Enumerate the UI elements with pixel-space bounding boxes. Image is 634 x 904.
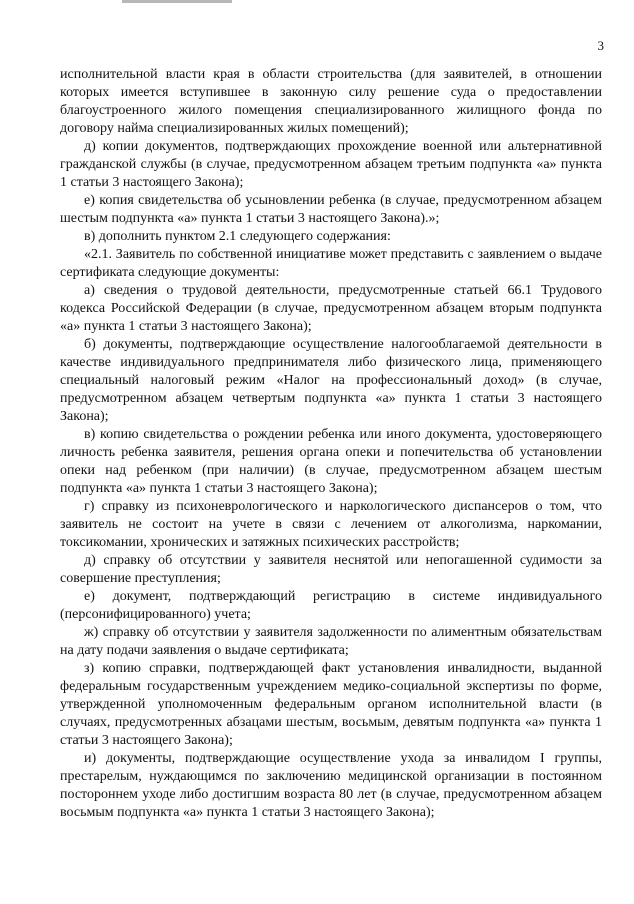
paragraph: «2.1. Заявитель по собственной инициативе может представить с заявлением о выдаче сертификата следующие документы: [60, 247, 602, 280]
paragraph: ж) справку об отсутствии у заявителя задолженности по алиментным обязательствам на дату подачи заявления о выдаче сертификата; [60, 625, 602, 658]
paragraph: д) копии документов, подтверждающих прохождение военной или альтернативной гражданской службы (в случае, предусмотренном абзацем третьим подпункта «а» пункта 1 статьи 3 настоящего Закона); [60, 139, 602, 190]
paragraph: е) документ, подтверждающий регистрацию в системе индивидуального (персонифицированного) учета; [60, 589, 602, 622]
scan-top-mark [122, 0, 232, 3]
paragraph: д) справку об отсутствии у заявителя неснятой или непогашенной судимости за совершение преступления; [60, 553, 602, 586]
page-number: 3 [597, 38, 604, 53]
paragraph: исполнительной власти края в области строительства (для заявителей, в отношении которых имеется вступившее в законную силу решение суда о предоставлении благоустроенного жилого помещения специализированного жилищного фонда по договору найма специализированных жилых помещений); [60, 67, 602, 136]
paragraph: б) документы, подтверждающие осуществление налогооблагаемой деятельности в качестве индивидуального предпринимателя либо физического лица, применяющего специальный налоговый режим «Налог на профессиональный доход» (в случае, предусмотренном абзацем четвертым подпункта «а» пункта 1 статьи 3 настоящего Закона); [60, 337, 602, 424]
paragraph: е) копия свидетельства об усыновлении ребенка (в случае, предусмотренном абзацем шестым подпункта «а» пункта 1 статьи 3 настоящего Закона).»; [60, 193, 602, 226]
paragraph: а) сведения о трудовой деятельности, предусмотренные статьей 66.1 Трудового кодекса Российской Федерации (в случае, предусмотренном абзацем вторым подпункта «а» пункта 1 статьи 3 настоящего Закона); [60, 283, 602, 334]
paragraph: и) документы, подтверждающие осуществление ухода за инвалидом I группы, престарелым, нуждающимся по заключению медицинской организации в постоянном постороннем уходе либо достигшим возраста 80 лет (в случае, предусмотренном абзацем восьмым подпункта «а» пункта 1 статьи 3 настоящего Закона); [60, 751, 602, 820]
document-body [60, 66, 602, 822]
paragraph: в) копию свидетельства о рождении ребенка или иного документа, удостоверяющего личность ребенка заявителя, решения органа опеки и попечительства об установлении опеки над ребенком (при наличии) (в случае, предусмотренном абзацем шестым подпункта «а» пункта 1 статьи 3 настоящего Закона); [60, 427, 602, 496]
paragraph: г) справку из психоневрологического и наркологического диспансеров о том, что заявитель не состоит на учете в связи с лечением от алкоголизма, наркомании, токсикомании, хронических и затяжных психических расстройств; [60, 499, 602, 550]
paragraph: з) копию справки, подтверждающей факт установления инвалидности, выданной федеральным государственным учреждением медико-социальной экспертизы по форме, утвержденной уполномоченным федеральным органом исполнительной власти (в случаях, предусмотренных абзацами шестым, восьмым, девятым подпункта «а» пункта 1 статьи 3 настоящего Закона); [60, 661, 602, 748]
paragraph: в) дополнить пунктом 2.1 следующего содержания: [84, 229, 391, 244]
